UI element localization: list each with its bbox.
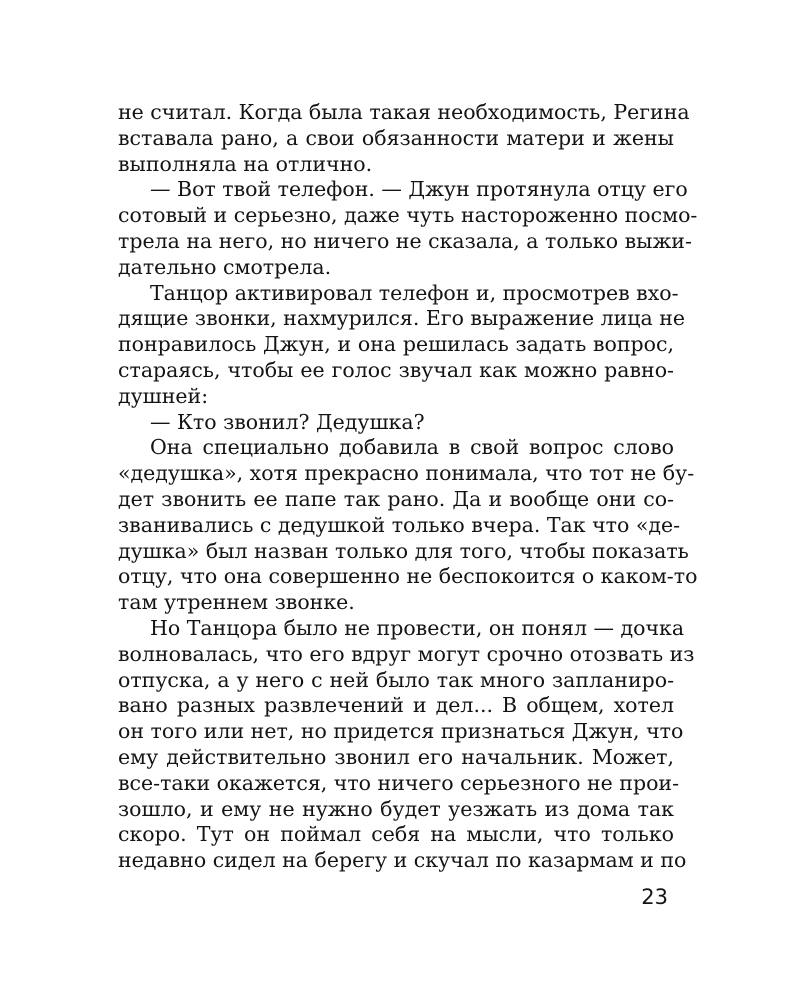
text-line: трела на него, но ничего не сказала, а только выжи-: [118, 228, 692, 253]
text-line: не считал. Когда была такая необходимость, Регина: [118, 100, 690, 124]
text-line: выполняла на отлично.: [118, 151, 373, 176]
text-line: — Кто звонил? Дедушка?: [150, 409, 425, 434]
text-line: душка» был назван только для того, чтобы показать: [118, 538, 689, 563]
text-line: волновалась, что его вдруг могут срочно отозвать из: [118, 641, 695, 666]
text-line: сотовый и серьезно, даже чуть настороженно посмо-: [118, 203, 698, 228]
text-line: понравилось Джун, и она решилась задать вопрос,: [118, 332, 674, 357]
text-line: он того или нет, но придется признаться Джун, что: [118, 719, 684, 744]
text-line: ему действительно звонил его начальник. Может,: [118, 744, 674, 769]
text-line: зошло, и ему не нужно будет уезжать из дома так: [118, 796, 674, 821]
text-line: стараясь, чтобы ее голос звучал как можно равно-: [118, 357, 674, 382]
page-number: 23: [641, 885, 668, 909]
text-line: вставала рано, а свои обязанности матери и жены: [118, 125, 674, 150]
body-text: [118, 100, 698, 874]
text-line: Она специально добавила в свой вопрос слово: [150, 435, 674, 460]
text-line: Танцор активировал телефон и, просмотрев вхо-: [150, 280, 679, 305]
text-line: отпуска, а у него с ней было так много запланиро-: [118, 667, 674, 692]
text-line: дательно смотрела.: [118, 254, 332, 279]
text-line: душней:: [118, 383, 209, 408]
text-line: Но Танцора было не провести, он понял — дочка: [150, 615, 685, 640]
text-line: дящие звонки, нахмурился. Его выражение лица не: [118, 306, 686, 331]
text-line: «дедушка», хотя прекрасно понимала, что тот не бу-: [118, 461, 695, 486]
text-line: там утреннем звонке.: [118, 590, 355, 615]
text-line: скоро. Тут он поймал себя на мысли, что только: [118, 822, 674, 847]
text-line: дет звонить ее папе так рано. Да и вообще они со-: [118, 486, 674, 511]
text-line: недавно сидел на берегу и скучал по казармам и по: [118, 848, 687, 873]
text-line: вано разных развлечений и дел... В общем, хотел: [118, 693, 674, 718]
text-line: отцу, что она совершенно не беспокоится о каком-то: [118, 564, 698, 589]
text-line: званивались с дедушкой только вчера. Так что «де-: [118, 512, 681, 537]
text-line: — Вот твой телефон. — Джун протянула отцу его: [150, 177, 688, 202]
text-line: все-таки окажется, что ничего серьезного не прои-: [118, 770, 679, 795]
